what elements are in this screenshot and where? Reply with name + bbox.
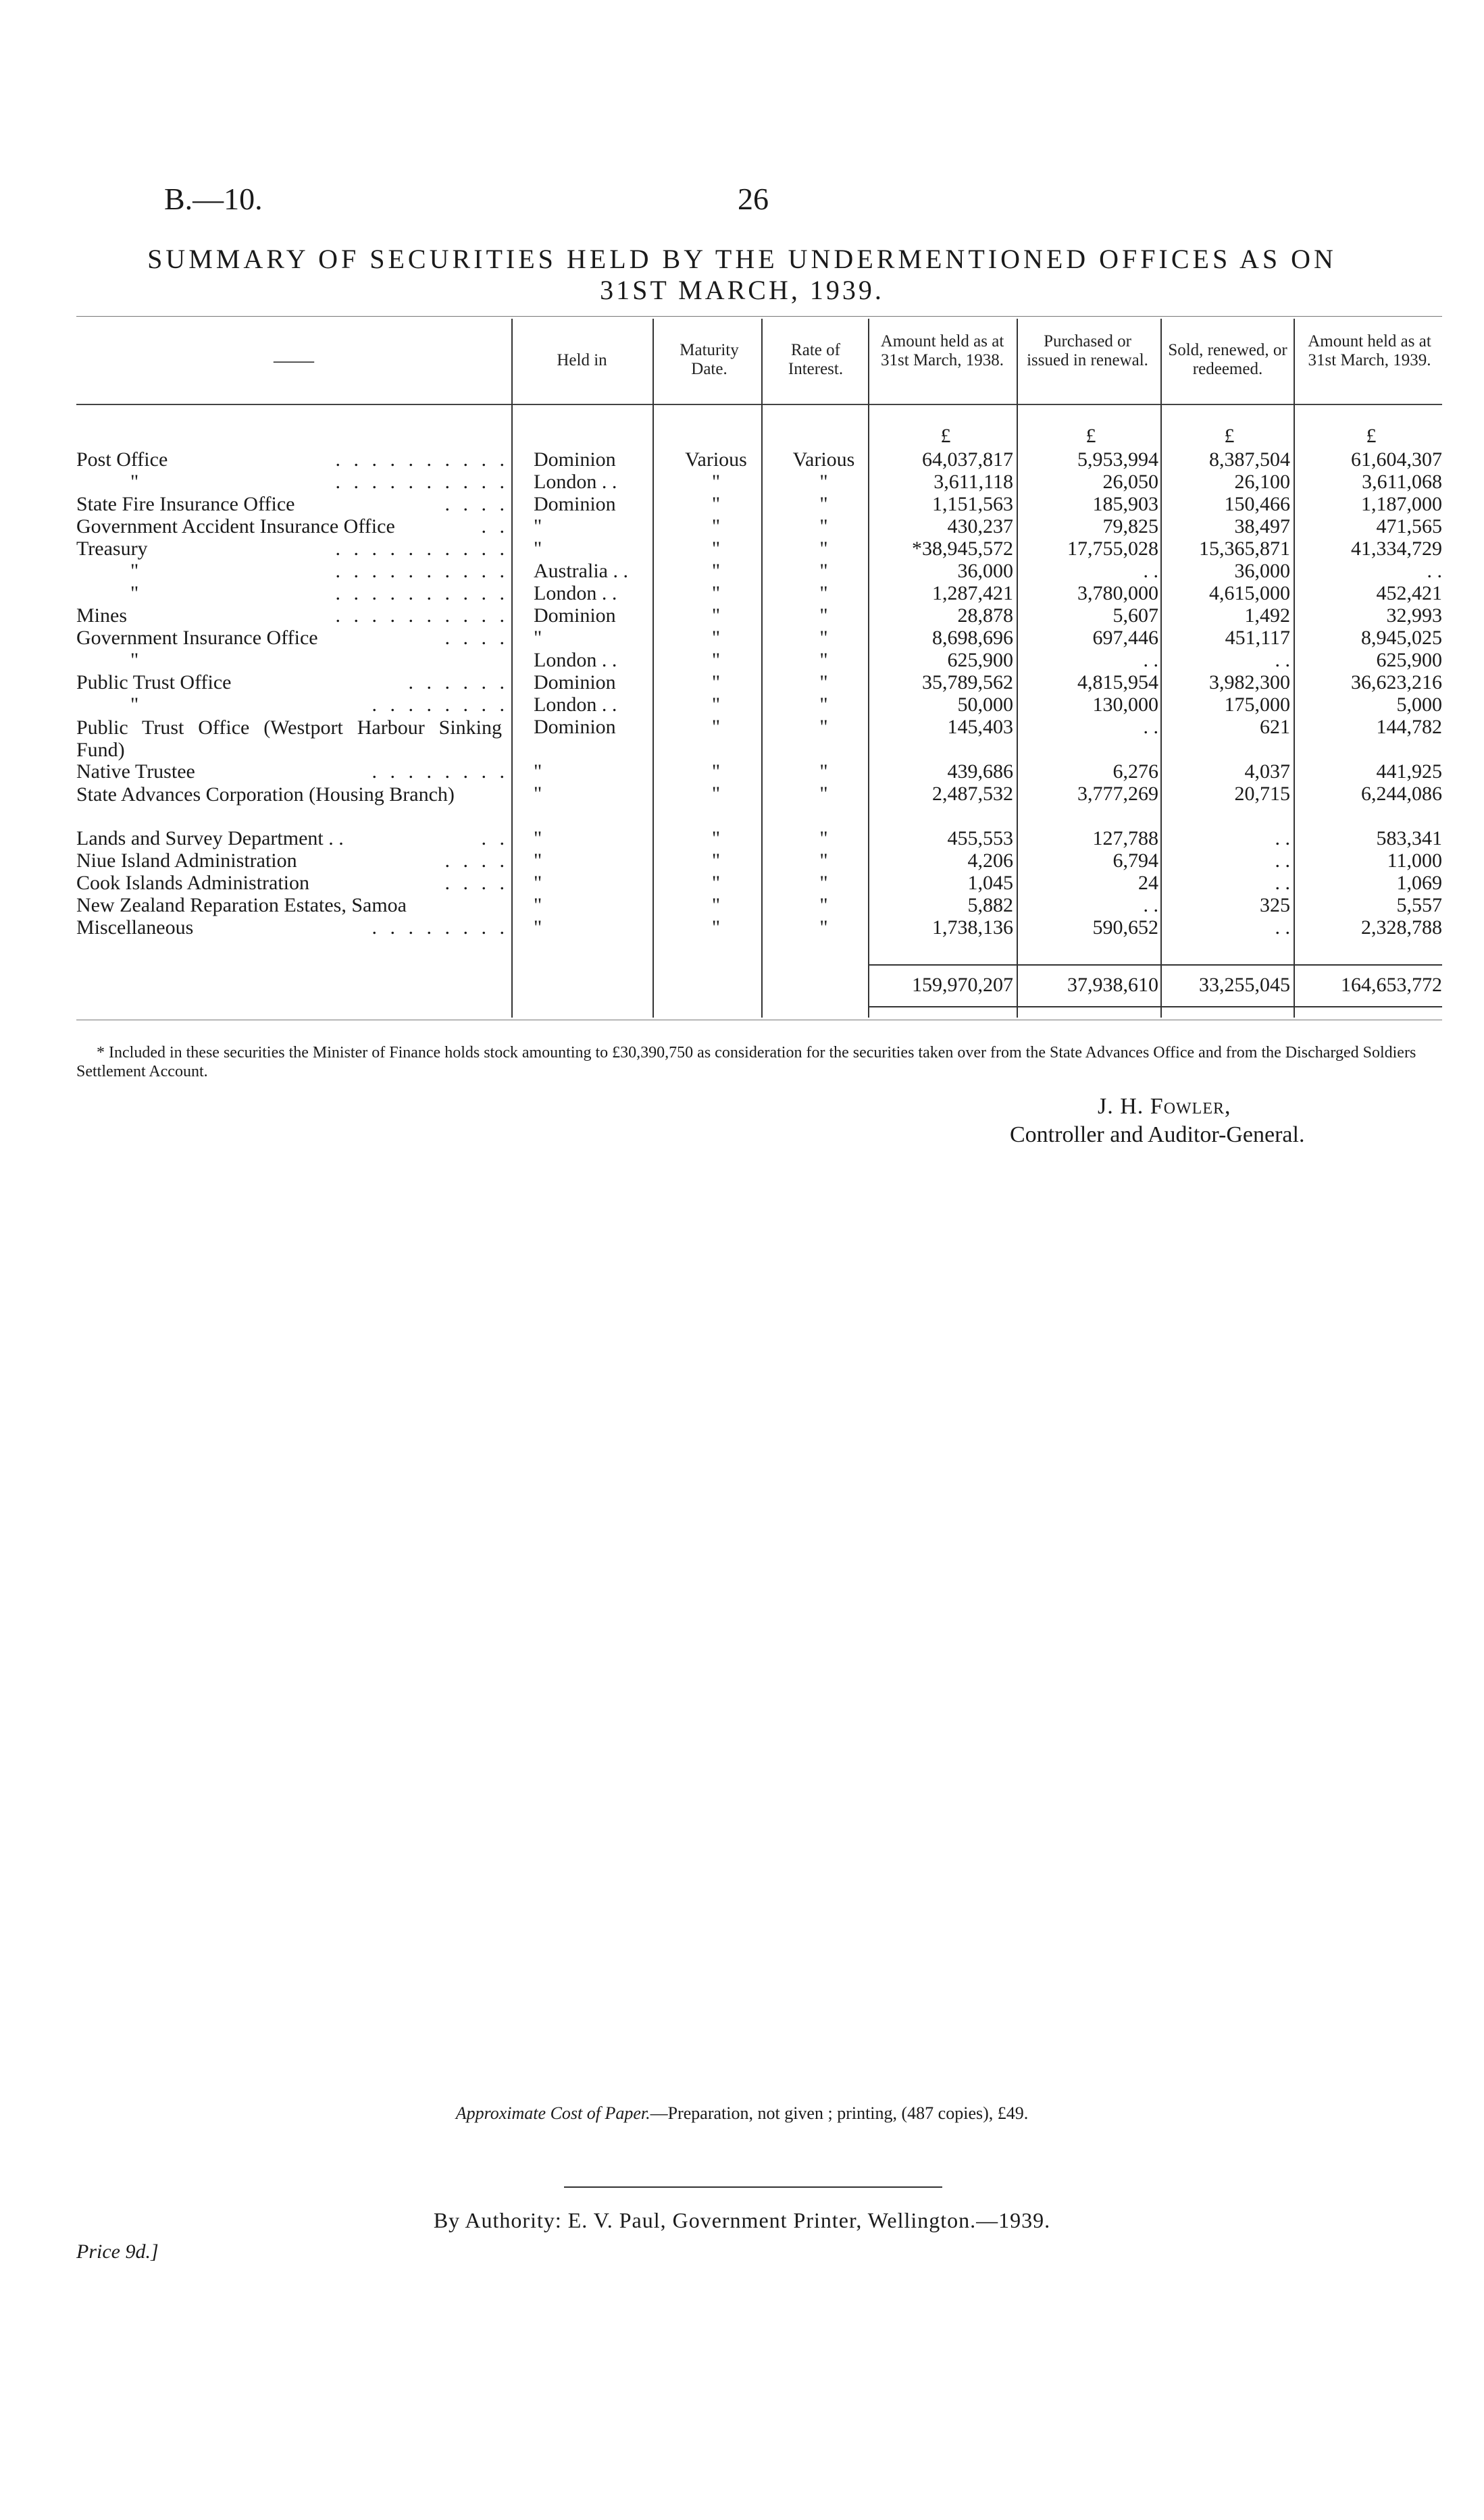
row-rate-of-interest: " bbox=[819, 760, 828, 783]
row-rate-of-interest: " bbox=[819, 916, 828, 939]
col-divider bbox=[1017, 319, 1018, 1018]
row-label-text: " bbox=[130, 693, 139, 716]
row-amount-1938: 28,878 bbox=[957, 604, 1013, 627]
row-label bbox=[76, 872, 509, 894]
row-amount-1938: 430,237 bbox=[947, 515, 1013, 537]
row-sold: 4,615,000 bbox=[1209, 582, 1290, 604]
row-purchased: . . bbox=[1143, 560, 1158, 582]
row-maturity-date: " bbox=[711, 849, 721, 872]
row-amount-1939: 61,604,307 bbox=[1351, 448, 1442, 471]
row-held-in: Australia . . bbox=[534, 560, 628, 582]
leader-dots: . . . . . . bbox=[408, 671, 509, 693]
row-purchased: 79,825 bbox=[1102, 515, 1158, 537]
row-label bbox=[76, 494, 509, 515]
row-amount-1939: 625,900 bbox=[1376, 649, 1442, 671]
currency-symbol: £ bbox=[1366, 425, 1377, 447]
row-amount-1939: 1,187,000 bbox=[1361, 493, 1442, 515]
row-purchased: 127,788 bbox=[1092, 827, 1158, 849]
col-divider bbox=[511, 319, 513, 1018]
header-amount-1939: Amount held as at 31st March, 1939. bbox=[1308, 332, 1431, 369]
row-rate-of-interest: " bbox=[819, 515, 828, 537]
total-amount-1939: 164,653,772 bbox=[1341, 974, 1442, 996]
row-rate-of-interest: " bbox=[819, 493, 828, 515]
row-maturity-date: " bbox=[711, 582, 721, 604]
row-label-text: Cook Islands Administration bbox=[76, 872, 309, 894]
leader-dots: . . . . . . . . . . bbox=[335, 582, 509, 604]
row-amount-1939: . . bbox=[1427, 560, 1442, 582]
row-amount-1939: 1,069 bbox=[1396, 872, 1442, 894]
row-maturity-date: " bbox=[711, 693, 721, 716]
row-amount-1938: 35,789,562 bbox=[922, 671, 1013, 693]
leader-dots: . . . . bbox=[444, 627, 509, 649]
row-sold: . . bbox=[1275, 649, 1290, 671]
row-label bbox=[76, 694, 509, 716]
row-maturity-date: " bbox=[711, 515, 721, 537]
page-title-date: 31ST MARCH, 1939. bbox=[600, 275, 884, 305]
row-label bbox=[76, 917, 509, 939]
row-label bbox=[76, 672, 509, 693]
row-held-in: London . . bbox=[534, 649, 617, 671]
header-sold: Sold, renewed, or redeemed. bbox=[1168, 341, 1287, 378]
row-sold: 3,982,300 bbox=[1209, 671, 1290, 693]
header-label: —— bbox=[274, 349, 314, 371]
row-sold: 38,497 bbox=[1234, 515, 1290, 537]
row-label-text: " bbox=[130, 560, 139, 582]
row-rate-of-interest: " bbox=[819, 582, 828, 604]
row-purchased: 6,794 bbox=[1112, 849, 1158, 872]
row-amount-1938: 145,403 bbox=[947, 716, 1013, 738]
row-maturity-date: " bbox=[711, 604, 721, 627]
signature-name: J. H. Fowler, bbox=[1098, 1094, 1231, 1119]
row-purchased: 24 bbox=[1138, 872, 1158, 894]
row-amount-1939: 583,341 bbox=[1376, 827, 1442, 849]
row-rate-of-interest: " bbox=[819, 716, 828, 738]
row-label-text: " bbox=[130, 471, 139, 493]
row-label-text: " bbox=[130, 582, 139, 604]
row-held-in: Dominion bbox=[534, 493, 616, 515]
row-held-in: London . . bbox=[534, 582, 617, 604]
row-label bbox=[76, 783, 502, 806]
row-label bbox=[76, 828, 509, 849]
row-amount-1938: 439,686 bbox=[947, 760, 1013, 783]
row-rate-of-interest: " bbox=[819, 627, 828, 649]
price: Price 9d.] bbox=[76, 2240, 159, 2263]
row-sold: 451,117 bbox=[1225, 627, 1290, 649]
leader-dots: . . . . . . . . . . bbox=[335, 471, 509, 493]
row-label-text: Lands and Survey Department . . bbox=[76, 827, 344, 849]
row-purchased: 130,000 bbox=[1092, 693, 1158, 716]
row-label-text: Government Insurance Office bbox=[76, 627, 318, 649]
row-maturity-date: " bbox=[711, 716, 721, 738]
row-rate-of-interest: " bbox=[819, 471, 828, 493]
row-amount-1938: 625,900 bbox=[947, 649, 1013, 671]
row-purchased: 185,903 bbox=[1092, 493, 1158, 515]
leader-dots: . . . . bbox=[444, 872, 509, 894]
row-held-in: " bbox=[534, 894, 542, 916]
row-label-text: Native Trustee bbox=[76, 760, 195, 783]
row-label-text: Treasury bbox=[76, 537, 148, 560]
row-maturity-date: " bbox=[711, 760, 721, 783]
row-amount-1939: 5,557 bbox=[1396, 894, 1442, 916]
row-sold: . . bbox=[1275, 849, 1290, 872]
row-amount-1938: 64,037,817 bbox=[922, 448, 1013, 471]
row-amount-1939: 11,000 bbox=[1387, 849, 1442, 872]
row-maturity-date: " bbox=[711, 783, 721, 805]
row-rate-of-interest: " bbox=[819, 537, 828, 560]
page-number: 26 bbox=[738, 182, 769, 216]
document-reference: B.—10. bbox=[164, 182, 263, 216]
row-label bbox=[76, 516, 509, 537]
page-title: SUMMARY OF SECURITIES HELD BY THE UNDERMENTIONED OFFICES AS ON bbox=[147, 244, 1337, 274]
row-purchased: 5,607 bbox=[1112, 604, 1158, 627]
row-purchased: 4,815,954 bbox=[1077, 671, 1158, 693]
row-maturity-date: " bbox=[711, 894, 721, 916]
cost-note-text: —Preparation, not given ; printing, (487 copies), £49. bbox=[650, 2103, 1029, 2123]
leader-dots: . . . . . . . . bbox=[372, 916, 509, 939]
row-amount-1938: 36,000 bbox=[957, 560, 1013, 582]
row-held-in: " bbox=[534, 872, 542, 894]
row-label-text: Post Office bbox=[76, 448, 168, 471]
row-held-in: " bbox=[534, 916, 542, 939]
row-amount-1939: 452,421 bbox=[1376, 582, 1442, 604]
row-sold: 621 bbox=[1260, 716, 1290, 738]
row-rate-of-interest: " bbox=[819, 827, 828, 849]
row-label bbox=[76, 895, 509, 916]
row-label bbox=[76, 560, 509, 582]
row-label bbox=[76, 605, 509, 627]
row-held-in: " bbox=[534, 760, 542, 783]
row-rate-of-interest: " bbox=[819, 649, 828, 671]
row-amount-1938: 8,698,696 bbox=[932, 627, 1013, 649]
row-held-in: " bbox=[534, 627, 542, 649]
row-maturity-date: " bbox=[711, 627, 721, 649]
total-amount-1938: 159,970,207 bbox=[912, 974, 1013, 996]
cost-note bbox=[0, 2103, 1484, 2124]
header-maturity-date: Maturity Date. bbox=[680, 341, 739, 378]
row-label-text: Mines bbox=[76, 604, 127, 627]
header-rate-of-interest: Rate of Interest. bbox=[788, 341, 844, 378]
row-amount-1938: 4,206 bbox=[967, 849, 1013, 872]
row-amount-1939: 36,623,216 bbox=[1351, 671, 1442, 693]
row-rate-of-interest: " bbox=[819, 560, 828, 582]
row-held-in: Dominion bbox=[534, 716, 616, 738]
row-amount-1939: 6,244,086 bbox=[1361, 783, 1442, 805]
row-label-text: New Zealand Reparation Estates, Samoa bbox=[76, 894, 407, 916]
row-rate-of-interest: " bbox=[819, 671, 828, 693]
totals-top-rule bbox=[868, 964, 1442, 966]
col-divider bbox=[1294, 319, 1295, 1018]
row-label-text: " bbox=[130, 649, 139, 671]
currency-symbol: £ bbox=[1085, 425, 1096, 447]
row-label bbox=[76, 761, 509, 783]
row-label-text: Public Trust Office (Westport Harbour Sinking Fund) bbox=[76, 716, 502, 761]
row-sold: 150,466 bbox=[1224, 493, 1290, 515]
row-purchased: 5,953,994 bbox=[1077, 448, 1158, 471]
row-label bbox=[76, 716, 502, 761]
row-amount-1938: 1,151,563 bbox=[932, 493, 1013, 515]
row-amount-1939: 2,328,788 bbox=[1361, 916, 1442, 939]
row-label bbox=[76, 449, 509, 471]
row-held-in: " bbox=[534, 783, 542, 805]
col-divider bbox=[1160, 319, 1162, 1018]
leader-dots: . . . . . . . . bbox=[372, 693, 509, 716]
row-maturity-date: " bbox=[711, 649, 721, 671]
col-divider bbox=[653, 319, 654, 1018]
row-sold: . . bbox=[1275, 872, 1290, 894]
row-purchased: . . bbox=[1143, 649, 1158, 671]
row-maturity-date: " bbox=[711, 872, 721, 894]
row-purchased: 17,755,028 bbox=[1067, 537, 1158, 560]
row-maturity-date: " bbox=[711, 827, 721, 849]
row-sold: . . bbox=[1275, 916, 1290, 939]
leader-dots: . . . . . . . . bbox=[372, 760, 509, 783]
row-amount-1938: 2,487,532 bbox=[932, 783, 1013, 805]
row-amount-1939: 441,925 bbox=[1376, 760, 1442, 783]
row-label-text: State Fire Insurance Office bbox=[76, 493, 295, 515]
signature-title: Controller and Auditor-General. bbox=[1010, 1122, 1305, 1147]
total-purchased: 37,938,610 bbox=[1067, 974, 1158, 996]
row-label bbox=[76, 627, 509, 649]
table-header-rule bbox=[76, 404, 1442, 405]
row-label bbox=[76, 538, 509, 560]
leader-dots: . . . . . . . . . . bbox=[335, 604, 509, 627]
row-label-text: Niue Island Administration bbox=[76, 849, 297, 872]
row-held-in: London . . bbox=[534, 471, 617, 493]
cost-note-lead: Approximate Cost of Paper. bbox=[455, 2103, 650, 2123]
row-sold: 15,365,871 bbox=[1199, 537, 1290, 560]
row-maturity-date: " bbox=[711, 560, 721, 582]
row-maturity-date: " bbox=[711, 537, 721, 560]
row-maturity-date: " bbox=[711, 916, 721, 939]
row-label bbox=[76, 583, 509, 604]
row-amount-1939: 144,782 bbox=[1376, 716, 1442, 738]
leader-dots: . . bbox=[481, 827, 509, 849]
footnote: * Included in these securities the Minister of Finance holds stock amounting to £30,390,750 as consideration for the securities taken over from the State Advances Office and from the Discharged Soldiers Settlement Account. bbox=[76, 1044, 1416, 1080]
row-purchased: 697,446 bbox=[1092, 627, 1158, 649]
row-amount-1939: 32,993 bbox=[1386, 604, 1442, 627]
currency-symbol: £ bbox=[940, 425, 951, 447]
row-rate-of-interest: " bbox=[819, 849, 828, 872]
row-amount-1939: 5,000 bbox=[1396, 693, 1442, 716]
row-maturity-date: Various bbox=[685, 448, 747, 471]
row-held-in: " bbox=[534, 849, 542, 872]
row-label-text: Miscellaneous bbox=[76, 916, 194, 939]
authority-rule bbox=[564, 2186, 942, 2188]
leader-dots: . . . . bbox=[444, 849, 509, 872]
row-sold: 8,387,504 bbox=[1209, 448, 1290, 471]
row-purchased: 3,777,269 bbox=[1077, 783, 1158, 805]
row-sold: 20,715 bbox=[1234, 783, 1290, 805]
row-amount-1939: 8,945,025 bbox=[1361, 627, 1442, 649]
row-amount-1938: 1,738,136 bbox=[932, 916, 1013, 939]
row-held-in: Dominion bbox=[534, 448, 616, 471]
leader-dots: . . . . . . . . . . bbox=[335, 448, 509, 471]
row-maturity-date: " bbox=[711, 493, 721, 515]
row-amount-1939: 471,565 bbox=[1376, 515, 1442, 537]
row-maturity-date: " bbox=[711, 471, 721, 493]
row-held-in: " bbox=[534, 827, 542, 849]
row-sold: 36,000 bbox=[1234, 560, 1290, 582]
total-sold: 33,255,045 bbox=[1199, 974, 1290, 996]
row-label bbox=[76, 471, 509, 493]
row-amount-1938: 1,045 bbox=[967, 872, 1013, 894]
authority-line: By Authority: E. V. Paul, Government Printer, Wellington.—1939. bbox=[433, 2208, 1051, 2232]
row-amount-1939: 3,611,068 bbox=[1362, 471, 1442, 493]
row-held-in: London . . bbox=[534, 693, 617, 716]
row-rate-of-interest: " bbox=[819, 783, 828, 805]
row-rate-of-interest: " bbox=[819, 604, 828, 627]
row-amount-1938: *38,945,572 bbox=[912, 537, 1013, 560]
totals-bottom-rule bbox=[868, 1006, 1442, 1007]
row-rate-of-interest: " bbox=[819, 872, 828, 894]
row-held-in: Dominion bbox=[534, 671, 616, 693]
row-rate-of-interest: Various bbox=[792, 448, 855, 471]
row-amount-1938: 455,553 bbox=[947, 827, 1013, 849]
header-purchased: Purchased or issued in renewal. bbox=[1027, 332, 1148, 369]
row-label-text: Government Accident Insurance Office bbox=[76, 515, 395, 537]
row-label bbox=[76, 850, 509, 872]
row-held-in: " bbox=[534, 515, 542, 537]
row-purchased: 590,652 bbox=[1092, 916, 1158, 939]
row-purchased: . . bbox=[1143, 716, 1158, 738]
row-purchased: 26,050 bbox=[1102, 471, 1158, 493]
leader-dots: . . bbox=[481, 515, 509, 537]
row-purchased: . . bbox=[1143, 894, 1158, 916]
header-held-in: Held in bbox=[557, 351, 607, 369]
leader-dots: . . . . bbox=[444, 493, 509, 515]
row-sold: 26,100 bbox=[1234, 471, 1290, 493]
row-label-text: Public Trust Office bbox=[76, 671, 232, 693]
row-amount-1938: 1,287,421 bbox=[932, 582, 1013, 604]
row-rate-of-interest: " bbox=[819, 693, 828, 716]
row-sold: 1,492 bbox=[1244, 604, 1290, 627]
row-rate-of-interest: " bbox=[819, 894, 828, 916]
row-purchased: 6,276 bbox=[1112, 760, 1158, 783]
row-sold: 4,037 bbox=[1244, 760, 1290, 783]
currency-symbol: £ bbox=[1224, 425, 1235, 447]
row-label bbox=[76, 650, 509, 671]
row-amount-1938: 5,882 bbox=[967, 894, 1013, 916]
row-sold: . . bbox=[1275, 827, 1290, 849]
row-purchased: 3,780,000 bbox=[1077, 582, 1158, 604]
row-sold: 325 bbox=[1260, 894, 1290, 916]
row-amount-1938: 3,611,118 bbox=[933, 471, 1013, 493]
row-held-in: " bbox=[534, 537, 542, 560]
row-held-in: Dominion bbox=[534, 604, 616, 627]
row-amount-1938: 50,000 bbox=[957, 693, 1013, 716]
table-top-rule bbox=[76, 316, 1442, 317]
leader-dots: . . . . . . . . . . bbox=[335, 560, 509, 582]
leader-dots: . . . . . . . . . . bbox=[335, 537, 509, 560]
row-amount-1939: 41,334,729 bbox=[1351, 537, 1442, 560]
header-amount-1938: Amount held as at 31st March, 1938. bbox=[880, 332, 1004, 369]
row-maturity-date: " bbox=[711, 671, 721, 693]
row-sold: 175,000 bbox=[1224, 693, 1290, 716]
row-label-text: State Advances Corporation (Housing Branch) bbox=[76, 783, 455, 806]
